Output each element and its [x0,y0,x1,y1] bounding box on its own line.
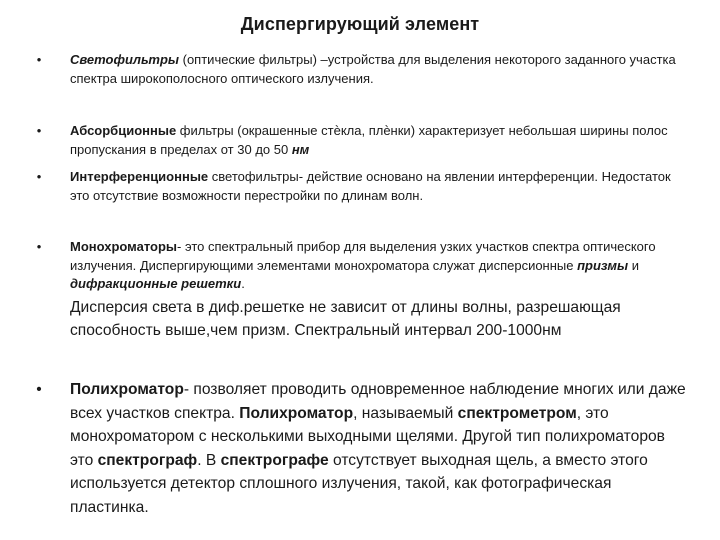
term-interferencionnye: Интерференционные [70,169,209,184]
bullet-marker: • [36,169,42,184]
item-body: - это спектральный прибор для выделения узких участков спектра оптического излучения. Диспергирующими элементами монохроматора служат дисперсионные [70,239,656,273]
list-item-text [70,168,692,205]
period: . [241,276,245,291]
unit-nm: нм [291,141,310,157]
bullet-marker: • [36,239,42,254]
term-spektrometrom: спектрометром [457,404,577,422]
item-body: фильтры (окрашенные стѐкла, плѐнки) характеризует небольшая ширины полос пропускания в пределах от 30 до 50 [70,123,668,157]
bullet-marker: • [36,381,42,398]
bullet-marker: • [36,52,42,67]
slide-title: Диспергирующий элемент [240,14,480,34]
term-svetofiltry: Светофильтры [70,52,180,67]
list-item-text [70,122,692,159]
item-body-3: , это монохроматором с несколькими выходными щелями. Другой тип полихроматоров это [70,404,665,469]
term-polihromator-2: Полихроматор [239,404,354,422]
bullet-marker: • [36,123,42,138]
item-body: светофильтры- действие основано на явлении интерференции. Недостаток это отсутствие возможности перестройки по длинам волн. [70,169,671,203]
term-spektrograf: спектрограф [97,451,198,469]
item-body-4: . В [197,451,221,469]
list-item-text [70,238,692,343]
list-item-text [70,51,692,88]
list-item-text [70,378,692,519]
item-body: (оптические фильтры) –устройства для выделения некоторого заданного участка спектра широкополосного оптического излучения. [70,52,676,86]
term-prizmy: призмы [577,257,629,273]
item-body-2: , называемый [353,404,458,422]
item-extra: Дисперсия света в диф.решетке не зависит от длины волны, разрешающая способность выше,чем призм. Спектральный интервал 200-1000нм [70,298,621,339]
term-monohromatory: Монохроматоры [70,239,178,254]
term-difrakcionnye-reshetki: дифракционные решетки [70,276,242,291]
item-body-5: отсутствует выходная щель, а вместо этого используется детектор сплошного излучения, такой, как фотографическая пластинка. [70,451,648,516]
term-polihromator: Полихроматор [70,381,184,398]
term-absorbcionnye: Абсорбционные [70,123,177,138]
item-body-1: - позволяет проводить одновременное наблюдение многих или даже всех участков спектра. [70,381,686,422]
conjunction: и [628,257,639,273]
term-spektrografe: спектрографе [220,451,329,469]
